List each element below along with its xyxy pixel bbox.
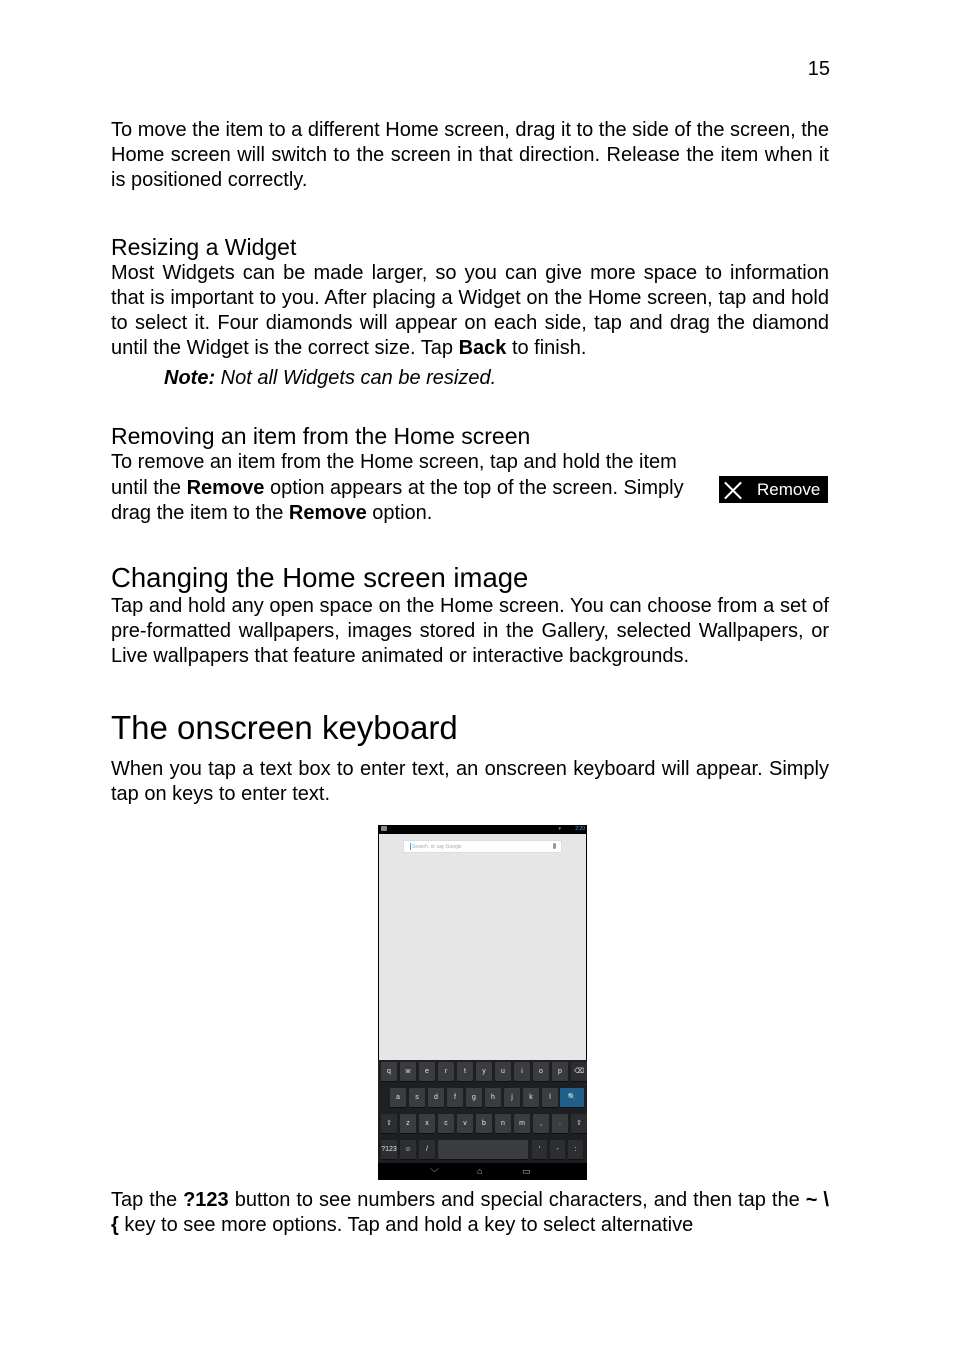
keyboard-key[interactable]: , [533, 1114, 549, 1133]
bottom-paragraph [111, 1188, 829, 1238]
remove-bold-1: Remove [186, 476, 265, 499]
remove-badge [719, 476, 828, 503]
keyboard-key[interactable]: j [504, 1088, 520, 1107]
keyboard-row-2 [378, 1088, 587, 1108]
resizing-text-end: to finish. [506, 337, 587, 360]
keyboard-key[interactable]: v [457, 1114, 473, 1133]
keyboard-row-1 [378, 1062, 587, 1082]
status-time: 2:20 [575, 826, 585, 832]
keyboard-key[interactable]: h [485, 1088, 501, 1107]
resizing-heading: Resizing a Widget [111, 233, 297, 260]
wifi-icon: ▾ [558, 826, 561, 832]
keyboard-key[interactable]: d [428, 1088, 444, 1107]
bottom-text-1: Tap the [111, 1189, 184, 1211]
keyboard-paragraph: When you tap a text box to enter text, an onscreen keyboard will appear. Simply tap on keys to enter text. [111, 757, 829, 805]
note [164, 366, 829, 391]
bottom-text-3: key to see more options. Tap and hold a key to select alternative [118, 1214, 694, 1237]
keyboard-key[interactable]: 🔍 [560, 1088, 584, 1107]
keyboard-heading: The onscreen keyboard [111, 708, 458, 746]
nav-bar [378, 1163, 587, 1180]
removing-block [111, 450, 829, 526]
note-text: Not all Widgets can be resized. [215, 367, 497, 390]
bottom-paragraph-block [111, 1188, 829, 1238]
changing-heading: Changing the Home screen image [111, 562, 529, 594]
changing-paragraph: Tap and hold any open space on the Home screen. You can choose from a set of pre-formatted wallpapers, images stored in the Gallery, selected Wallpapers, or Live wallpapers that feature animated or interactive backgrounds. [111, 595, 829, 668]
keyboard-key[interactable]: c [438, 1114, 454, 1133]
page-number: 15 [807, 58, 830, 80]
remove-badge-label: Remove [757, 479, 821, 499]
back-nav-icon[interactable]: ﹀ [430, 1168, 440, 1178]
removing-text-2: option appears at the top of the screen. Simply drag the item to the [111, 476, 684, 524]
bottom-text-2: button to see numbers and special characters, and then tap the [228, 1189, 806, 1211]
keyboard-key[interactable]: ⌫ [571, 1062, 587, 1081]
onscreen-keyboard [378, 1060, 587, 1163]
close-icon [723, 480, 743, 500]
keyboard-key[interactable]: n [495, 1114, 511, 1133]
keyboard-key[interactable]: t [457, 1062, 473, 1081]
search-placeholder: Search, or say Google [412, 844, 462, 850]
mic-icon[interactable] [553, 843, 556, 849]
resizing-paragraph [111, 261, 829, 362]
keyboard-key[interactable]: w [400, 1062, 416, 1081]
keyboard-key[interactable]: ☺ [400, 1140, 416, 1159]
keyboard-key[interactable]: - [550, 1140, 565, 1159]
note-label: Note: [164, 367, 216, 390]
tablet-screenshot [378, 825, 587, 1180]
removing-text-3: option. [366, 501, 433, 524]
keyboard-key[interactable]: ⇧ [571, 1114, 587, 1133]
keyboard-key[interactable]: i [514, 1062, 530, 1081]
keyboard-key[interactable]: b [476, 1114, 492, 1133]
back-bold: Back [458, 337, 507, 360]
keyboard-key[interactable]: q [381, 1062, 397, 1081]
home-nav-icon[interactable]: ⌂ [477, 1166, 483, 1176]
keyboard-key[interactable]: e [419, 1062, 435, 1081]
keyboard-key[interactable]: y [476, 1062, 492, 1081]
notification-icon [381, 826, 387, 831]
status-bar [378, 825, 587, 834]
keyboard-key[interactable]: l [542, 1088, 558, 1107]
search-input[interactable] [403, 840, 562, 853]
page-content [111, 118, 829, 807]
keyboard-key[interactable]: p [552, 1062, 568, 1081]
keyboard-key[interactable]: k [523, 1088, 539, 1107]
keyboard-key[interactable]: a [390, 1088, 406, 1107]
resizing-text: Most Widgets can be made larger, so you can give more space to information that is important to you. After placing a Widget on the Home screen, tap and hold to select it. Four diamonds will appear on each side, tap and drag the diamond until the Widget is the correct size. Tap [111, 261, 829, 360]
keyboard-row-3 [378, 1114, 587, 1134]
intro-paragraph: To move the item to a different Home screen, drag it to the side of the screen, the Home screen will switch to the screen in that direction. Release the item when it is positioned correctly. [111, 119, 829, 192]
home-screen [379, 834, 586, 1060]
keyboard-key[interactable]: r [438, 1062, 454, 1081]
keyboard-key[interactable]: x [419, 1114, 435, 1133]
keyboard-key[interactable]: s [409, 1088, 425, 1107]
keyboard-key[interactable]: ?123 [381, 1140, 397, 1159]
remove-bold-2: Remove [288, 501, 367, 524]
keyboard-key[interactable]: : [568, 1140, 583, 1159]
text-cursor [410, 843, 411, 850]
num-key-bold: ?123 [183, 1189, 229, 1211]
keyboard-key[interactable]: u [495, 1062, 511, 1081]
keyboard-row-4 [378, 1140, 587, 1160]
keyboard-key[interactable]: / [419, 1140, 435, 1159]
keyboard-key[interactable]: m [514, 1114, 530, 1133]
recents-nav-icon[interactable]: ▭ [522, 1166, 531, 1176]
keyboard-key[interactable]: . [552, 1114, 568, 1133]
keyboard-key[interactable] [438, 1140, 528, 1159]
removing-paragraph [111, 450, 705, 526]
keyboard-key[interactable]: o [533, 1062, 549, 1081]
keyboard-key[interactable]: z [400, 1114, 416, 1133]
symbol-key-bold: ~ \ { [111, 1189, 829, 1237]
keyboard-key[interactable]: ⇧ [381, 1114, 397, 1133]
keyboard-key[interactable]: ' [532, 1140, 547, 1159]
keyboard-key[interactable]: f [447, 1088, 463, 1107]
keyboard-key[interactable]: g [466, 1088, 482, 1107]
removing-heading: Removing an item from the Home screen [111, 423, 531, 450]
removing-text-1: To remove an item from the Home screen, tap and hold the item until the [111, 451, 677, 499]
